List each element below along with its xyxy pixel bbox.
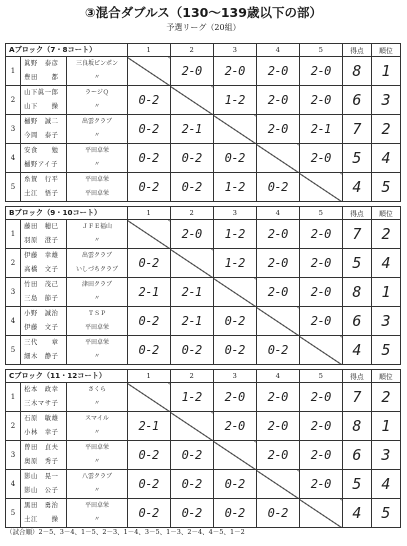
entry-number: 1: [6, 383, 21, 412]
rank-cell: 3: [371, 86, 400, 115]
match-result: 0-2: [127, 86, 170, 115]
match-result: 2-0: [299, 307, 342, 336]
club-name: 〃: [93, 237, 100, 244]
match-result: 2-0: [256, 86, 299, 115]
club-name: 平田卓栄: [84, 339, 109, 346]
points-cell: 8: [342, 278, 371, 307]
player-names: [21, 249, 67, 278]
rank-cell: 5: [371, 336, 400, 365]
table-row: [6, 115, 401, 144]
column-header: 順位: [371, 207, 400, 220]
match-result: 1-2: [213, 86, 256, 115]
entry-number: 2: [6, 412, 21, 441]
club-name: 〃: [93, 487, 100, 494]
table-row: [6, 249, 401, 278]
club-name: 平田卓栄: [84, 147, 109, 154]
player-names: [21, 307, 67, 336]
match-result: 2-0: [256, 220, 299, 249]
club-name: 〃: [93, 516, 100, 523]
player-name: 三島 節子: [24, 295, 59, 302]
match-result: 2-0: [299, 249, 342, 278]
points-cell: 7: [342, 383, 371, 412]
match-result: 2-0: [213, 383, 256, 412]
points-cell: 7: [342, 220, 371, 249]
table-row: [6, 278, 401, 307]
club-name: 出雲クラブ: [81, 252, 112, 259]
club-names: [67, 470, 127, 499]
column-header: 2: [170, 370, 213, 383]
match-result: 0-2: [213, 144, 256, 173]
club-name: 津田クラブ: [81, 281, 112, 288]
club-names: [67, 57, 127, 86]
points-cell: 6: [342, 307, 371, 336]
player-names: [21, 470, 67, 499]
self-match-cell: [299, 173, 342, 202]
match-result: 2-1: [170, 115, 213, 144]
match-result: 2-1: [127, 278, 170, 307]
club-names: [67, 173, 127, 202]
match-result: 0-2: [127, 173, 170, 202]
club-name: ＴＳＰ: [87, 310, 106, 317]
table-row: [6, 336, 401, 365]
club-names: [67, 220, 127, 249]
match-result: 2-0: [299, 470, 342, 499]
club-name: 八雲クラブ: [81, 473, 112, 480]
club-name: 〃: [93, 161, 100, 168]
self-match-cell: [256, 470, 299, 499]
rank-cell: 4: [371, 249, 400, 278]
match-result: 0-2: [127, 499, 170, 528]
rank-cell: 4: [371, 144, 400, 173]
column-header: 3: [213, 370, 256, 383]
club-names: [67, 441, 127, 470]
points-cell: 7: [342, 115, 371, 144]
player-name: 土江 悟子: [24, 190, 59, 197]
match-result: 0-2: [170, 470, 213, 499]
club-name: 平田卓栄: [84, 190, 109, 197]
player-name: 小野 誠治: [24, 310, 59, 317]
player-name: 山下 操: [24, 103, 59, 110]
club-name: ラージＱ: [85, 89, 109, 96]
column-header: 得点: [342, 44, 371, 57]
match-result: 0-2: [213, 336, 256, 365]
table-row: [6, 470, 401, 499]
entry-number: 5: [6, 499, 21, 528]
player-names: [21, 412, 67, 441]
table-row: [6, 383, 401, 412]
club-name: 〃: [93, 353, 100, 360]
match-result: 1-2: [213, 220, 256, 249]
match-result: 0-2: [256, 499, 299, 528]
player-name: 松本 政幸: [24, 386, 59, 393]
column-header: 1: [127, 44, 170, 57]
entry-number: 4: [6, 307, 21, 336]
column-header: 3: [213, 44, 256, 57]
player-name: 小林 幸子: [24, 429, 59, 436]
player-name: 羽原 澄子: [24, 237, 59, 244]
points-cell: 5: [342, 249, 371, 278]
points-cell: 6: [342, 86, 371, 115]
match-result: 1-2: [213, 173, 256, 202]
player-name: 豊田 都: [24, 74, 59, 81]
column-header: 5: [299, 207, 342, 220]
match-result: 0-2: [256, 336, 299, 365]
player-name: 竹田 茂己: [24, 281, 59, 288]
player-names: [21, 499, 67, 528]
rank-cell: 4: [371, 470, 400, 499]
entry-number: 3: [6, 115, 21, 144]
match-order-note: （試合順）2－5、3－4、1－5、2－3、1－4、3－5、1－3、2－4、4－5、1－2: [6, 528, 245, 536]
club-name: 平田卓栄: [84, 502, 109, 509]
points-cell: 5: [342, 144, 371, 173]
table-row: [6, 144, 401, 173]
club-name: 〃: [93, 458, 100, 465]
column-header: 2: [170, 44, 213, 57]
match-result: 2-0: [299, 144, 342, 173]
block-table: [5, 206, 401, 365]
column-header: 4: [256, 207, 299, 220]
player-name: 黒田 勇治: [24, 502, 59, 509]
rank-cell: 3: [371, 441, 400, 470]
player-name: 土江 操: [24, 516, 59, 523]
rank-cell: 1: [371, 412, 400, 441]
self-match-cell: [170, 86, 213, 115]
club-name: 平田卓栄: [84, 176, 109, 183]
block-name: Cブロック（11・12コート）: [6, 370, 128, 383]
player-name: 伊藤 幸雄: [24, 252, 59, 259]
match-result: 2-1: [170, 278, 213, 307]
rank-cell: 2: [371, 115, 400, 144]
block-name: Bブロック（9・10コート）: [6, 207, 128, 220]
match-result: 2-0: [256, 412, 299, 441]
match-result: 2-0: [256, 441, 299, 470]
match-result: 0-2: [127, 249, 170, 278]
club-names: [67, 278, 127, 307]
player-names: [21, 441, 67, 470]
player-name: 藤田 穂巳: [24, 223, 59, 230]
match-result: 0-2: [213, 470, 256, 499]
match-result: 2-0: [299, 220, 342, 249]
points-cell: 8: [342, 412, 371, 441]
club-name: 出雲クラブ: [81, 118, 112, 125]
rank-cell: 2: [371, 383, 400, 412]
self-match-cell: [127, 383, 170, 412]
self-match-cell: [299, 499, 342, 528]
self-match-cell: [213, 441, 256, 470]
column-header: 5: [299, 370, 342, 383]
column-header: 1: [127, 207, 170, 220]
player-name: 三代 章: [24, 339, 59, 346]
match-result: 2-0: [299, 441, 342, 470]
table-row: [6, 441, 401, 470]
match-result: 2-0: [256, 383, 299, 412]
club-name: スマイル: [85, 415, 109, 422]
player-name: 樋野 誠二: [24, 118, 59, 125]
club-name: 三良坂ピンポン: [75, 60, 118, 67]
match-result: 0-2: [170, 336, 213, 365]
player-name: 眞野 泰彦: [24, 60, 59, 67]
player-name: 細木 静子: [24, 353, 59, 360]
self-match-cell: [256, 144, 299, 173]
player-name: 糸賀 行平: [24, 176, 59, 183]
match-result: 2-0: [256, 115, 299, 144]
table-row: [6, 307, 401, 336]
match-result: 1-2: [213, 249, 256, 278]
match-result: 2-0: [299, 383, 342, 412]
club-name: 〃: [93, 400, 100, 407]
table-row: [6, 173, 401, 202]
points-cell: 6: [342, 441, 371, 470]
club-name: 〃: [93, 132, 100, 139]
entry-number: 1: [6, 57, 21, 86]
club-name: 〃: [93, 429, 100, 436]
player-names: [21, 173, 67, 202]
club-names: [67, 249, 127, 278]
club-name: ＪＦＥ福山: [81, 223, 112, 230]
entry-number: 5: [6, 173, 21, 202]
table-row: [6, 57, 401, 86]
match-result: 2-0: [256, 249, 299, 278]
entry-number: 1: [6, 220, 21, 249]
rank-cell: 5: [371, 173, 400, 202]
club-name: 〃: [93, 103, 100, 110]
column-header: 得点: [342, 207, 371, 220]
column-header: 3: [213, 207, 256, 220]
match-result: 2-0: [170, 220, 213, 249]
player-name: 樋野アイ子: [24, 161, 58, 168]
club-name: いしづちクラブ: [75, 266, 118, 273]
player-name: 曽田 貞夫: [24, 444, 59, 451]
table-row: [6, 86, 401, 115]
player-name: 三木マサ子: [24, 400, 59, 407]
points-cell: 8: [342, 57, 371, 86]
club-names: [67, 499, 127, 528]
match-result: 2-0: [170, 57, 213, 86]
entry-number: 2: [6, 249, 21, 278]
entry-number: 3: [6, 441, 21, 470]
match-result: 2-1: [127, 412, 170, 441]
column-header: 順位: [371, 370, 400, 383]
entry-number: 4: [6, 144, 21, 173]
player-name: 安食 勉: [24, 147, 59, 154]
match-result: 0-2: [127, 307, 170, 336]
player-name: 山下眞一郎: [24, 89, 59, 96]
club-name: 平田卓栄: [84, 444, 109, 451]
column-header: 4: [256, 370, 299, 383]
match-result: 2-0: [256, 278, 299, 307]
block-table: [5, 369, 401, 528]
club-name: 〃: [93, 74, 100, 81]
rank-cell: 5: [371, 499, 400, 528]
rank-cell: 1: [371, 57, 400, 86]
club-names: [67, 336, 127, 365]
points-cell: 4: [342, 499, 371, 528]
player-name: 今岡 泰子: [24, 132, 59, 139]
self-match-cell: [256, 307, 299, 336]
self-match-cell: [213, 278, 256, 307]
match-result: 0-2: [170, 173, 213, 202]
match-result: 0-2: [170, 144, 213, 173]
rank-cell: 2: [371, 220, 400, 249]
match-result: 2-0: [256, 57, 299, 86]
page-subtitle: 予選リーグ（20組）: [166, 23, 241, 32]
match-result: 0-2: [256, 173, 299, 202]
match-result: 2-0: [299, 412, 342, 441]
entry-number: 4: [6, 470, 21, 499]
column-header: 順位: [371, 44, 400, 57]
player-name: 高橋 文子: [24, 266, 59, 273]
player-names: [21, 336, 67, 365]
club-names: [67, 115, 127, 144]
match-result: 2-0: [213, 412, 256, 441]
points-cell: 4: [342, 336, 371, 365]
match-result: 0-2: [170, 441, 213, 470]
match-result: 0-2: [213, 307, 256, 336]
self-match-cell: [170, 249, 213, 278]
self-match-cell: [299, 336, 342, 365]
match-result: 0-2: [127, 336, 170, 365]
match-result: 2-0: [299, 57, 342, 86]
club-names: [67, 412, 127, 441]
player-names: [21, 115, 67, 144]
self-match-cell: [170, 412, 213, 441]
match-result: 0-2: [127, 115, 170, 144]
table-row: [6, 220, 401, 249]
club-names: [67, 307, 127, 336]
match-result: 0-2: [213, 499, 256, 528]
player-names: [21, 383, 67, 412]
club-names: [67, 383, 127, 412]
player-name: 奥原 秀子: [24, 458, 59, 465]
player-names: [21, 220, 67, 249]
entry-number: 2: [6, 86, 21, 115]
points-cell: 4: [342, 173, 371, 202]
match-result: 2-1: [170, 307, 213, 336]
player-names: [21, 86, 67, 115]
self-match-cell: [213, 115, 256, 144]
match-result: 0-2: [127, 441, 170, 470]
points-cell: 5: [342, 470, 371, 499]
player-names: [21, 144, 67, 173]
match-result: 2-1: [299, 115, 342, 144]
entry-number: 3: [6, 278, 21, 307]
player-name: 石原 敏雄: [24, 415, 59, 422]
rank-cell: 3: [371, 307, 400, 336]
column-header: 4: [256, 44, 299, 57]
player-name: 影山 晃一: [24, 473, 59, 480]
match-result: 0-2: [170, 499, 213, 528]
club-name: 〃: [93, 295, 100, 302]
player-name: 影山 公子: [24, 487, 59, 494]
column-header: 得点: [342, 370, 371, 383]
match-result: 1-2: [170, 383, 213, 412]
match-result: 2-0: [213, 57, 256, 86]
table-row: [6, 499, 401, 528]
club-names: [67, 86, 127, 115]
page-title: ③混合ダブルス（130〜139歳以下の部）: [85, 5, 322, 20]
block-table: [5, 43, 401, 202]
entry-number: 5: [6, 336, 21, 365]
club-names: [67, 144, 127, 173]
column-header: 5: [299, 44, 342, 57]
player-names: [21, 278, 67, 307]
match-result: 0-2: [127, 470, 170, 499]
club-name: 平田卓栄: [84, 324, 109, 331]
match-result: 2-0: [299, 86, 342, 115]
column-header: 2: [170, 207, 213, 220]
self-match-cell: [127, 220, 170, 249]
self-match-cell: [127, 57, 170, 86]
match-result: 2-0: [299, 278, 342, 307]
rank-cell: 1: [371, 278, 400, 307]
table-row: [6, 412, 401, 441]
match-result: 0-2: [127, 144, 170, 173]
player-name: 伊藤 文子: [24, 324, 59, 331]
block-name: Aブロック（7・8コート）: [6, 44, 128, 57]
club-name: さくら: [87, 386, 106, 393]
player-names: [21, 57, 67, 86]
column-header: 1: [127, 370, 170, 383]
